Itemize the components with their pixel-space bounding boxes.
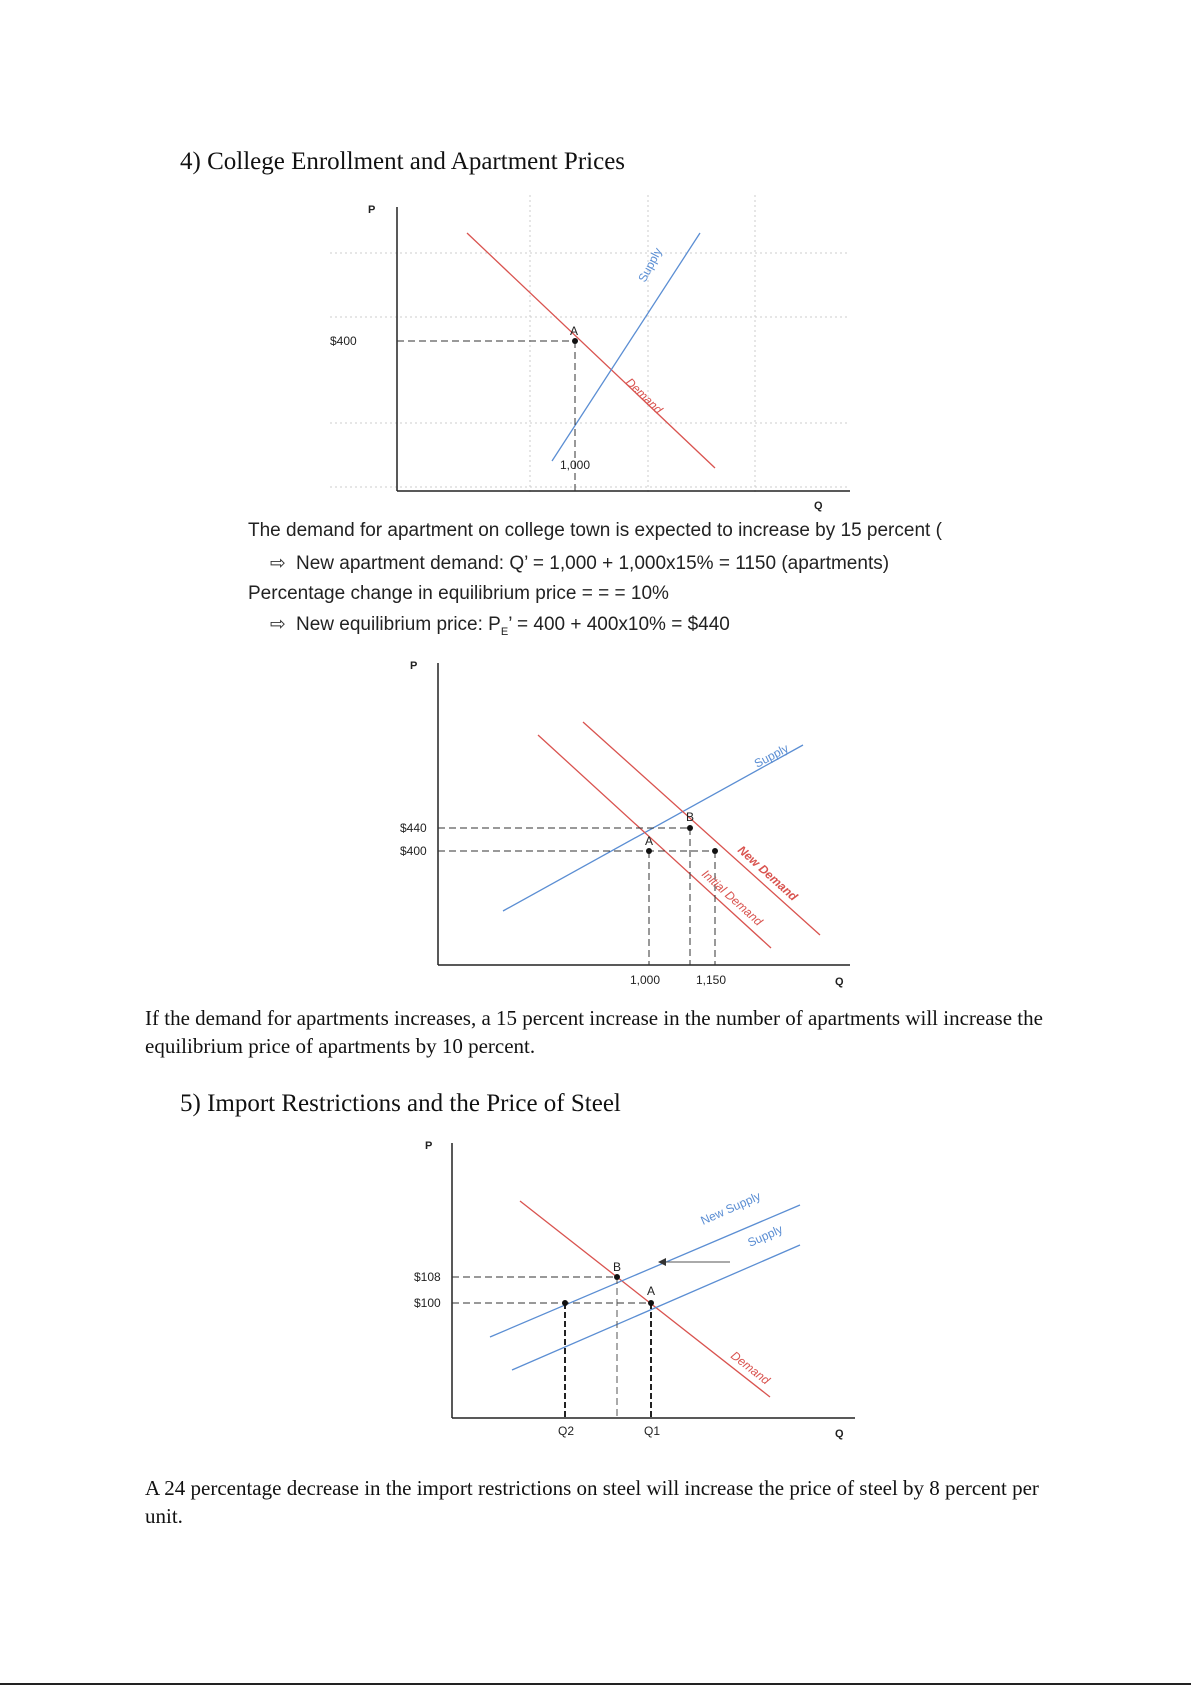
graph3-q-right: Q1: [644, 1424, 661, 1438]
calc-line-4: [270, 613, 730, 638]
graph1-quantity-label: 1,000: [560, 458, 591, 472]
graph2-point-a: A: [645, 834, 654, 848]
graph-apartment-market: [330, 195, 860, 515]
graph2-axis-p: P: [410, 660, 418, 672]
graph2-q2: 1,150: [696, 973, 727, 987]
calc-line-4-sub: E: [500, 625, 509, 638]
graph3-supply-line: [512, 1245, 800, 1370]
graph2-axis-q: Q: [835, 976, 844, 988]
graph2-supply-label: Supply: [751, 741, 791, 771]
calc-line-4-text: New equilibrium price: P: [296, 614, 501, 635]
graph3-demand-label: Demand: [728, 1348, 773, 1388]
graph2-point-b-dot: [687, 825, 693, 831]
graph2-initial-demand-line: [538, 735, 771, 948]
graph3-price-low: $100: [414, 1296, 441, 1310]
calc-line-4-end: ’ = 400 + 400x10% = $440: [508, 614, 730, 635]
graph2-shift-dot: [712, 848, 718, 854]
graph2-q1: 1,000: [630, 973, 661, 987]
graph2-initial-demand-label: Initial Demand: [698, 866, 766, 929]
section5-heading: 5) Import Restrictions and the Price of Steel: [180, 1090, 621, 1117]
section4-conclusion: If the demand for apartments increases, a 15 percent increase in the number of apartments will increase the equilibrium price of apartments by 10 percent.: [145, 1006, 1043, 1058]
graph1-equilibrium-point: [572, 338, 578, 344]
calc-line-3: Percentage change in equilibrium price = = = 10%: [248, 583, 669, 604]
graph3-supply-label: Supply: [745, 1222, 785, 1250]
graph3-q2-dot: [562, 1300, 568, 1306]
graph2-point-b: B: [686, 810, 695, 824]
graph2-new-demand-label: New Demand: [734, 842, 801, 904]
graph3-point-b: B: [613, 1260, 622, 1274]
graph3-price-high: $108: [414, 1270, 441, 1284]
graph1-supply-label: Supply: [635, 245, 665, 285]
graph-demand-increase: [395, 655, 865, 995]
right-arrow-icon: ⇨: [270, 614, 286, 635]
calc-line-2-text: New apartment demand: Q’ = 1,000 + 1,000x15% = 1150 (apartments): [296, 553, 890, 574]
graph3-new-supply-line: [490, 1205, 800, 1337]
graph3-point-a: A: [647, 1284, 656, 1298]
section4-heading: 4) College Enrollment and Apartment Prices: [180, 148, 626, 175]
graph-steel-market: [400, 1135, 860, 1455]
graph1-grid: [330, 195, 850, 495]
graph1-axis-p: P: [368, 204, 376, 216]
graph3-q-left: Q2: [558, 1424, 575, 1438]
graph3-axis-p: P: [425, 1140, 433, 1152]
graph3-point-b-dot: [614, 1274, 620, 1280]
graph3-demand-line: [520, 1201, 770, 1397]
calc-line-2: [270, 552, 889, 575]
graph3-point-a-dot: [648, 1300, 654, 1306]
calc-line-1: The demand for apartment on college town is expected to increase by 15 percent (: [248, 520, 942, 541]
section5-conclusion: A 24 percentage decrease in the import restrictions on steel will increase the price of steel by 8 percent per unit.: [145, 1476, 1039, 1528]
graph1-demand-label: Demand: [622, 375, 666, 417]
graph3-new-supply-label: New Supply: [698, 1188, 763, 1228]
graph1-point-a: A: [570, 324, 579, 338]
right-arrow-icon: ⇨: [270, 553, 286, 574]
graph2-price-low: $400: [400, 844, 427, 858]
graph3-axis-q: Q: [835, 1428, 844, 1440]
graph2-point-a-dot: [646, 848, 652, 854]
graph1-price-label: $400: [330, 334, 357, 348]
graph1-supply-line: [552, 233, 700, 461]
graph1-axis-q: Q: [814, 500, 823, 512]
graph2-price-high: $440: [400, 821, 427, 835]
